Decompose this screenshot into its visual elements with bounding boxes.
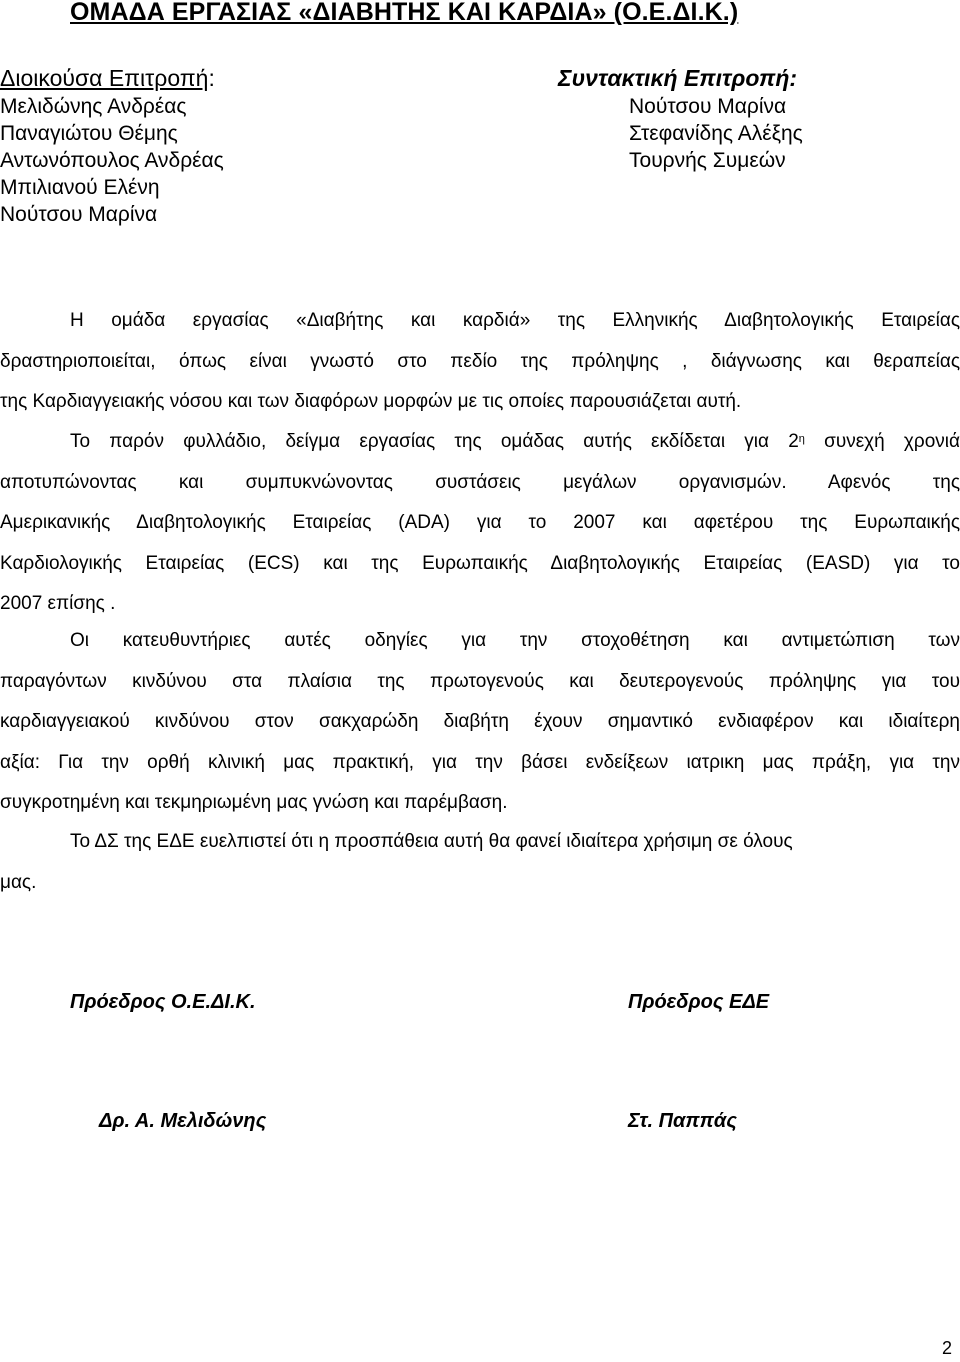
admin-member: Παναγιώτου Θέμης [0,122,178,145]
signature-role-left: Πρόεδρος Ο.Ε.ΔΙ.Κ. [70,991,256,1013]
editorial-committee [558,64,803,174]
text-line: της Καρδιαγγειακής νόσου και των διαφόρων μορφών με τις οποίες παρουσιάζεται αυτή. [0,391,742,412]
text-line: αξία: Για την ορθή κλινική μας πρακτική, για την βάσει ενδείξεων ιατρικη μας πράξη, για την [0,751,960,773]
text-line [0,422,960,463]
admin-member: Μπιλιανού Ελένη [0,176,160,199]
text-line: παραγόντων κινδύνου στα πλαίσια της πρωτογενούς και δευτερογενούς πρόληψης για του [0,670,960,692]
admin-member: Αντωνόπουλος Ανδρέας [0,149,224,172]
text-line: Οι κατευθυντήριες αυτές οδηγίες για την στοχοθέτηση και αντιμετώπιση των [70,630,960,651]
editorial-member: Στεφανίδης Αλέξης [629,122,803,145]
admin-committee-heading-row [0,64,224,93]
signature-role-right: Πρόεδρος ΕΔΕ [628,991,770,1013]
text-line: Αμερικανικής Διαβητολογικής Εταιρείας (ADA) για το 2007 και αφετέρου της Ευρωπαικής [0,512,960,533]
text-line: 2007 επίσης . [0,593,116,614]
superscript: η [798,433,805,445]
text-line: μας. [0,871,37,893]
paragraph-2 [0,422,960,625]
text-line: αποτυπώνοντας και συμπυκνώνοντας συστάσεις μεγάλων οργανισμών. Αφενός της [0,471,960,493]
editorial-member: Τουρνής Συμεών [629,149,786,172]
text-segment: Το παρόν φυλλάδιο, δείγμα εργασίας της ομάδας αυτής εκδίδεται για 2 [70,431,799,452]
editorial-member: Νούτσου Μαρίνα [629,95,787,118]
text-line: δραστηριοποιείται, όπως είναι γνωστό στο πεδίο της πρόληψης , διάγνωσης και θεραπείας [0,350,960,372]
admin-member: Μελιδώνης Ανδρέας [0,95,187,118]
editorial-committee-heading: Συντακτική Επιτροπή: [558,65,798,91]
document-title: ΟΜΑΔΑ ΕΡΓΑΣΙΑΣ «ΔΙΑΒΗΤΗΣ ΚΑΙ ΚΑΡΔΙΑ» (Ο.Ε.ΔΙ.Κ.) [70,0,739,26]
paragraph-3 [0,621,960,824]
paragraph-1 [0,301,960,423]
page-number: 2 [941,1338,952,1358]
text-segment: συνεχή χρονιά [804,431,960,452]
signature-name-right: Στ. Παππάς [628,1110,737,1132]
admin-committee-heading: Διοικούσα Επιτροπή [0,65,209,91]
admin-committee-colon: : [208,65,215,91]
text-line: Καρδιολογικής Εταιρείας (ECS) και της Ευρωπαικής Διαβητολογικής Εταιρείας (EASD) για το [0,552,960,574]
admin-committee [0,64,224,228]
text-line: καρδιαγγειακού κινδύνου στον σακχαρώδη διαβήτη έχουν σημαντικό ενδιαφέρον και ιδιαίτερη [0,711,960,732]
text-line: Το ΔΣ της ΕΔΕ ευελπιστεί ότι η προσπάθεια αυτή θα φανεί ιδιαίτερα χρήσιμη σε όλους [70,831,793,852]
paragraph-4 [0,822,960,903]
text-line: συγκροτημένη και τεκμηριωμένη μας γνώση και παρέμβαση. [0,792,508,813]
text-line: Η ομάδα εργασίας «Διαβήτης και καρδιά» της Ελληνικής Διαβητολογικής Εταιρείας [70,310,960,331]
admin-member: Νούτσου Μαρίνα [0,203,158,226]
signature-name-left: Δρ. Α. Μελιδώνης [99,1110,267,1132]
